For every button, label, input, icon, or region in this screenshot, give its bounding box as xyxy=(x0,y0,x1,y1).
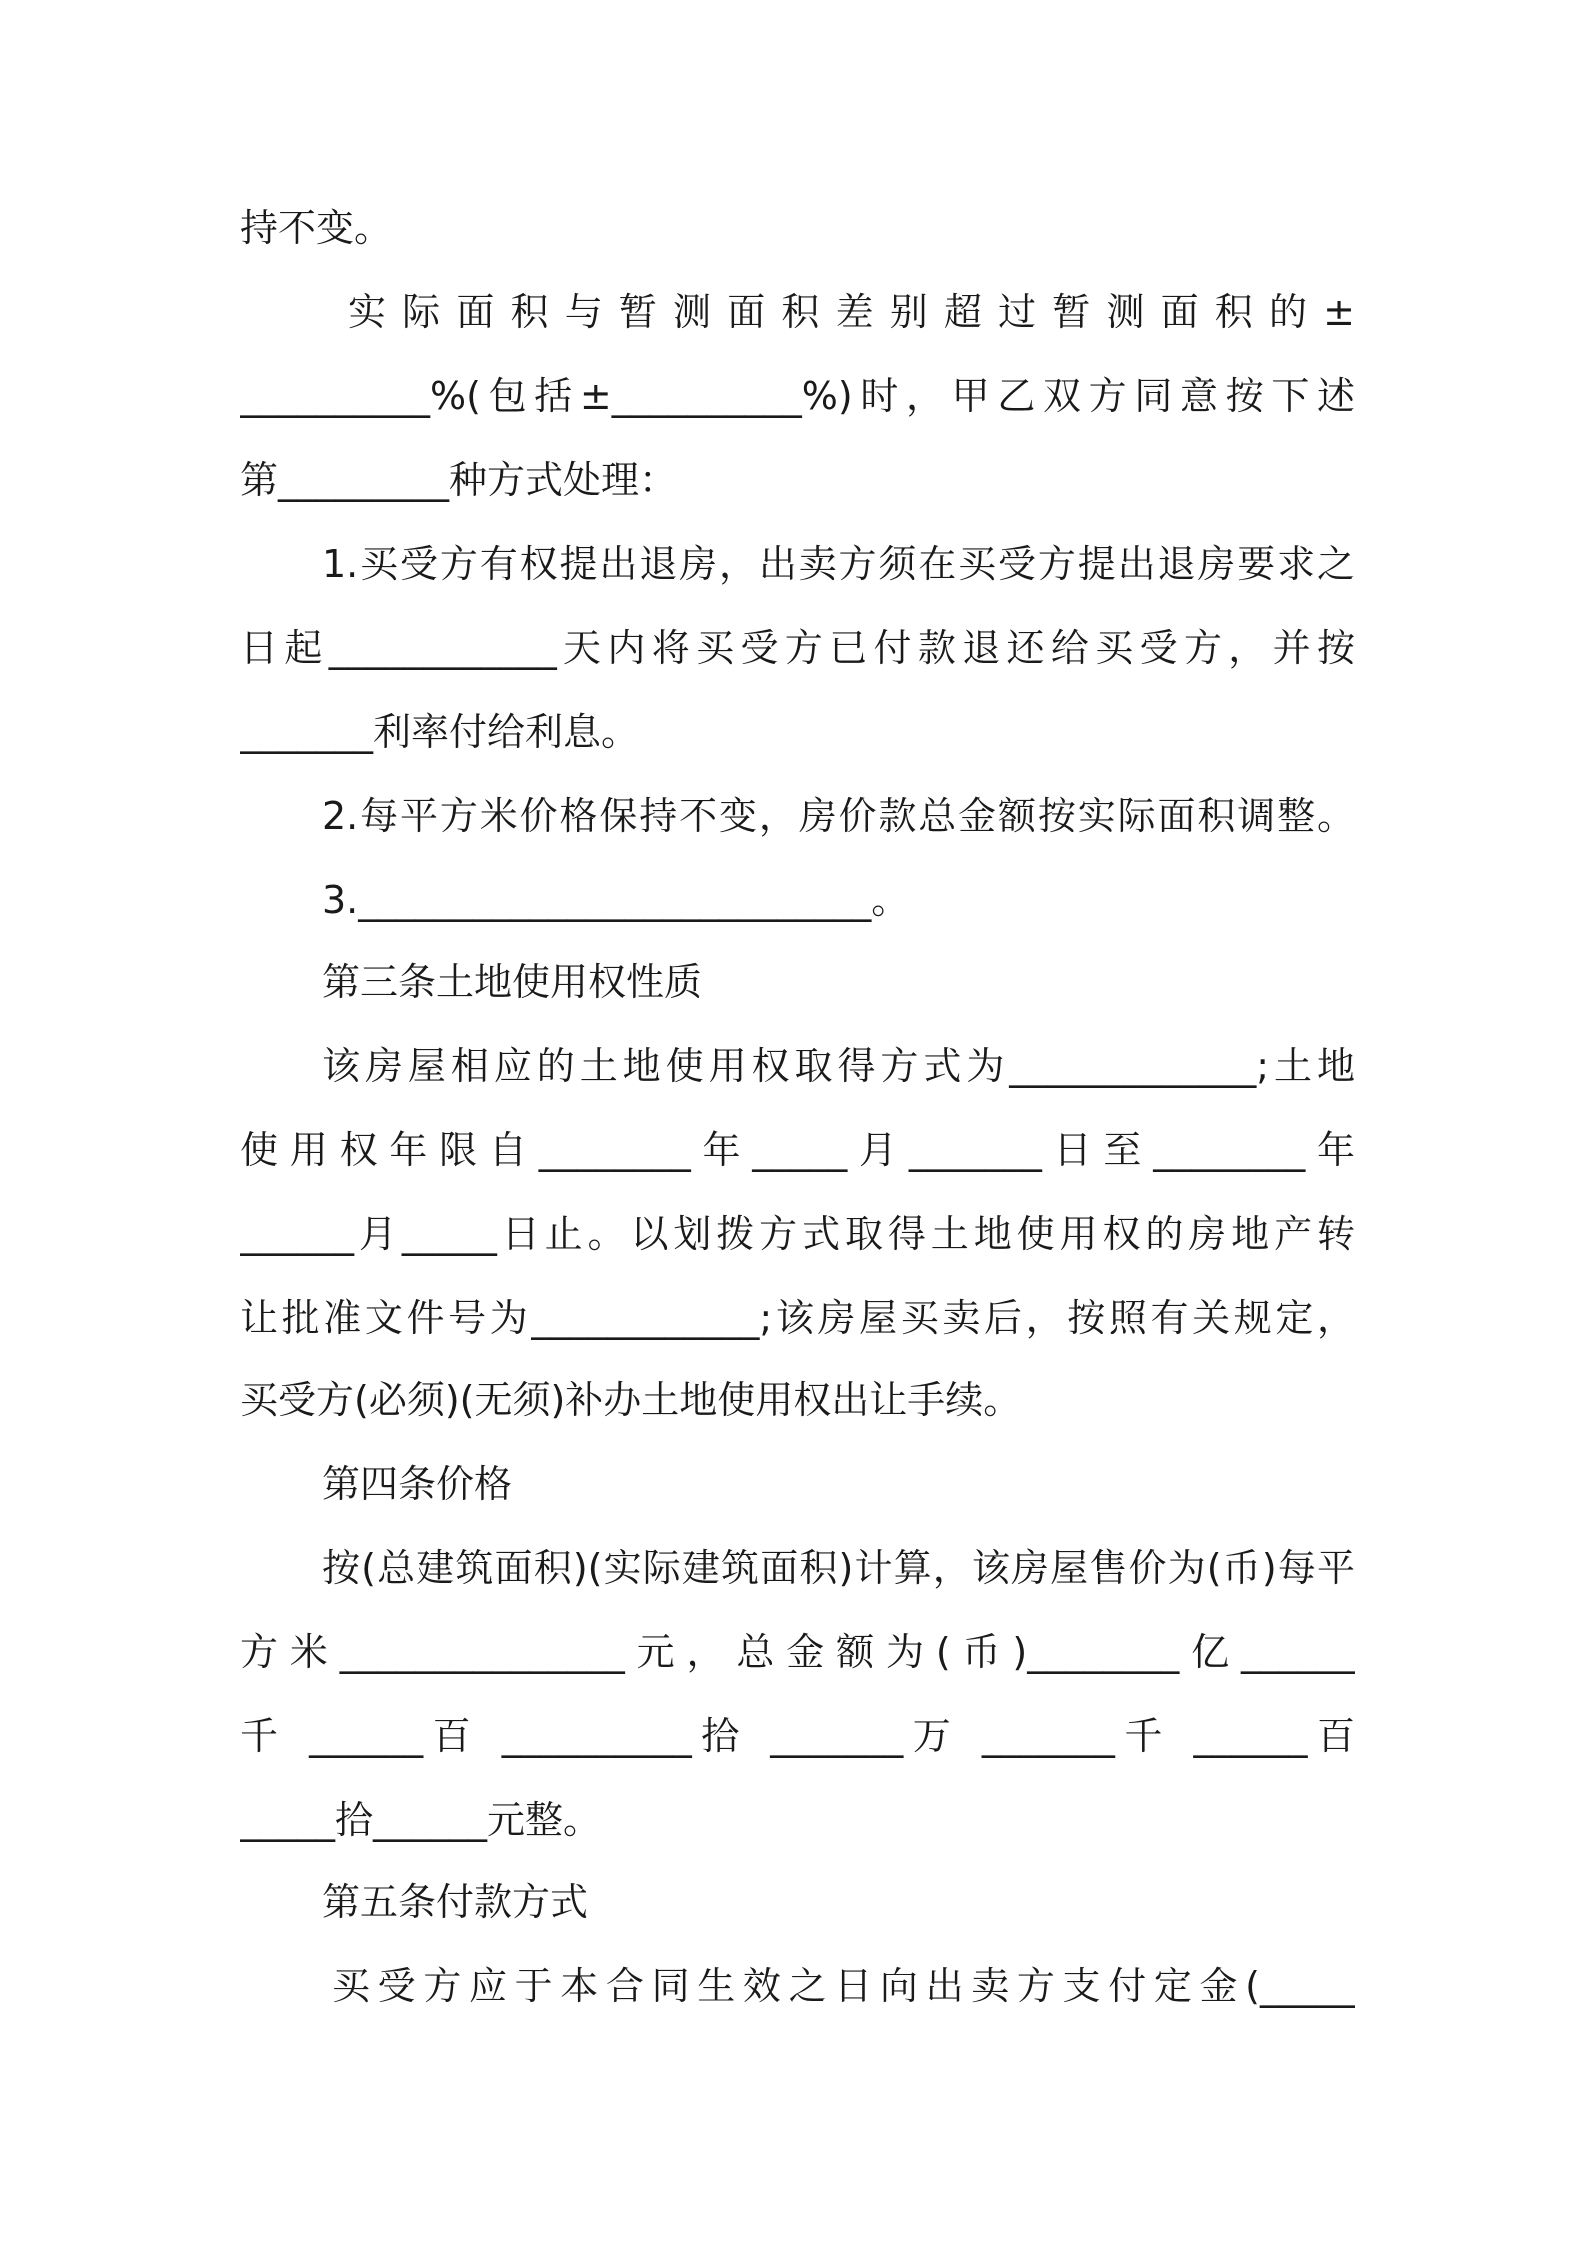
text-line-11: 该房屋相应的土地使用权取得方式为_____________;土地 xyxy=(322,1044,1355,1088)
section-heading-price: 第四条价格 xyxy=(322,1462,513,1506)
text-line-6: 日起____________天内将买受方已付款退还给买受方，并按 xyxy=(240,626,1355,670)
text-line-14: 让批准文件号为____________;该房屋买卖后，按照有关规定， xyxy=(240,1296,1355,1340)
text-line-5: 1.买受方有权提出退房，出卖方须在买受方提出退房要求之 xyxy=(322,542,1355,586)
text-line-12: 使用权年限自________年_____月_______日至________年 xyxy=(240,1128,1355,1172)
text-line-18: 方米_______________元，总金额为(币)________亿______ xyxy=(240,1630,1355,1674)
text-line-13: ______月_____日止。以划拨方式取得土地使用权的房地产转 xyxy=(240,1212,1355,1256)
text-line-3: __________%(包括±__________%)时，甲乙双方同意按下述 xyxy=(240,374,1355,418)
text-line-20: _____拾______元整。 xyxy=(240,1798,602,1842)
text-line-8: 2.每平方米价格保持不变，房价款总金额按实际面积调整。 xyxy=(322,794,1355,838)
text-line-17: 按(总建筑面积)(实际建筑面积)计算，该房屋售价为(币)每平 xyxy=(322,1546,1355,1590)
section-heading-payment: 第五条付款方式 xyxy=(322,1880,589,1924)
text-line-1: 持不变。 xyxy=(240,206,393,250)
text-line-19: 千 ______百 __________拾 _______万 _______千 ______百 xyxy=(240,1714,1355,1758)
text-line-9: 3.___________________________。 xyxy=(322,878,910,922)
text-line-22: 买受方应于本合同生效之日向出卖方支付定金(_____ xyxy=(332,1964,1355,2008)
section-heading-land-use: 第三条土地使用权性质 xyxy=(322,960,703,1004)
text-line-7: _______利率付给利息。 xyxy=(240,710,640,754)
text-line-2: 实 际 面 积 与 暂 测 面 积 差 别 超 过 暂 测 面 积 的 ± xyxy=(348,290,1355,334)
text-line-4: 第_________种方式处理： xyxy=(240,458,678,502)
text-line-15: 买受方(必须)(无须)补办土地使用权出让手续。 xyxy=(240,1378,1022,1422)
